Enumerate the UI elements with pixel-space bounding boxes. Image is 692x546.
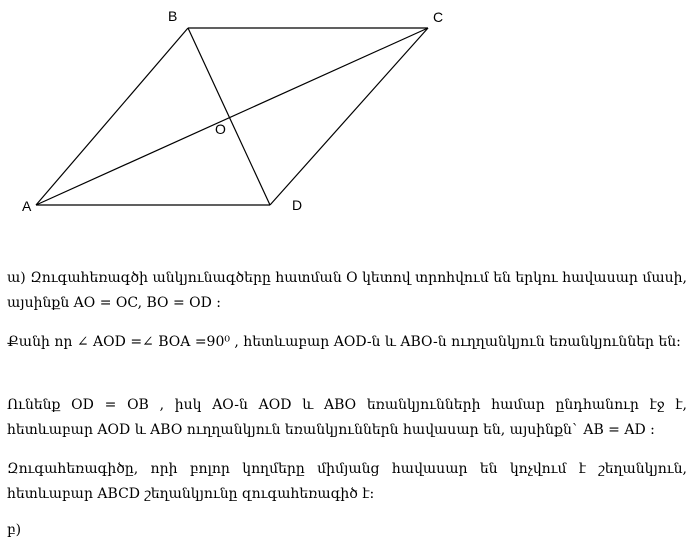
diagonal-ac — [36, 28, 428, 205]
side-ab — [36, 28, 188, 205]
vertex-label-o: O — [215, 121, 226, 137]
paragraph-right-angles: Քանի որ ∠ AOD =∠ BOA =90⁰ , հետևաբար AOD-ն և ABO-ն ուղղանկյուն եռանկյուններ են: — [7, 334, 681, 350]
vertex-label-d: D — [292, 197, 303, 213]
paragraph-part-b: բ) — [7, 522, 22, 538]
diagonal-bd — [188, 28, 270, 205]
side-cd — [270, 28, 428, 205]
vertex-label-b: B — [168, 8, 178, 24]
paragraph-congruent-triangles: Ունենք OD = OB , իսկ AO-ն AOD և ABO եռանկյունների համար ընդհանուր էջ է, հետևաբար AOD և ABO ուղղանկյուն եռանկյուններն հավասար են, այսինքն` AB = AD : — [7, 397, 687, 438]
paragraph-diagonals-bisect: ա) Զուգահեռագծի անկյունագծերը հատման O կետով տրոհվում են երկու հավասար մասի, այսինքն AO = OC, BO = OD : — [7, 270, 687, 311]
vertex-label-c: C — [433, 9, 444, 25]
vertex-label-a: A — [22, 198, 32, 214]
paragraph-rhombus-conclusion: Զուգահեռագիծը, որի բոլոր կողմերը միմյանց հավասար են կոչվում է շեղանկյուն, հետևաբար ABCD շեղանկյունը զուգահեռագիծ է: — [7, 461, 687, 502]
rhombus-figure — [0, 0, 692, 230]
